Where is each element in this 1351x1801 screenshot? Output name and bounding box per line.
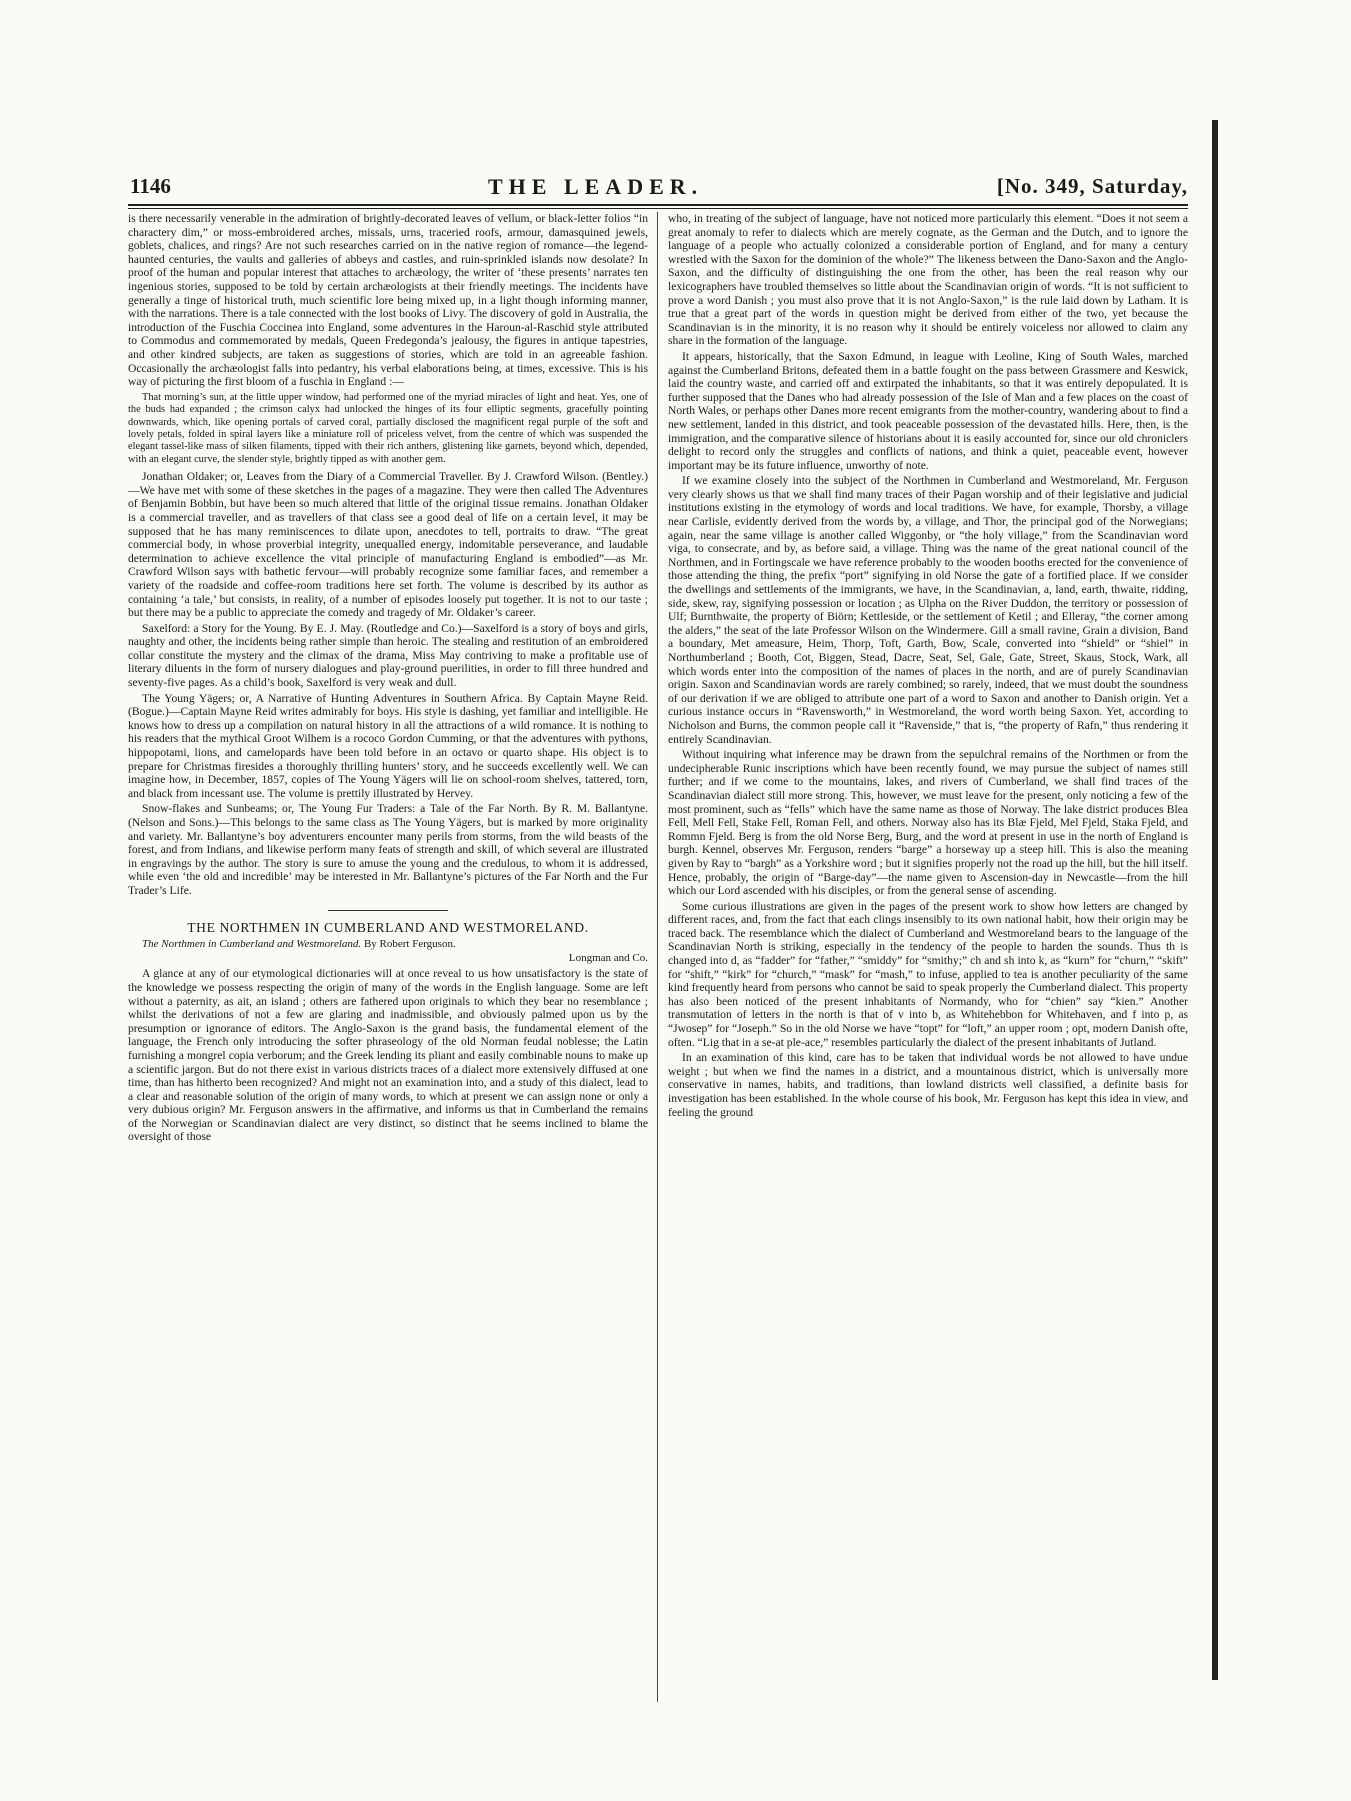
article-paragraph: In an examination of this kind, care has to be taken that individual words be not allowed to have undue weight ; but when we find the names in a district, and a mountainous district, which is universally more conservative in names, habits, and traditions, than lowland districts well classified, a definite basis for investigation has been established. In the whole course of his book, Mr. Ferguson has kept this idea in view, and feeling the ground xyxy=(668,1051,1188,1119)
issue-label: [No. 349, Saturday, xyxy=(996,174,1188,198)
article-paragraph: who, in treating of the subject of language, have not noticed more particularly this element. “Does it not seem a great anomaly to refer to dialects which are merely cognate, as the German and the Dutch, and to ignore the language of a people who actually colonized a considerable portion of England, and for many a century wrestled with the Saxon for the dominion of the whole?” The likeness between the Dano-Saxon and the Anglo-Saxon, and the difficulty of distinguishing the one from the other, has been the real reason why our lexicographers have troubled themselves so little about the Scandinavian origin of words. “It is not sufficient to prove a word Danish ; you must also prove that it is not Anglo-Saxon,” is the rule laid down by Latham. It is true that a great part of the words in question might be derived from either of the two, yet because the Scandinavian is in the minority, it is no reason why it should be entirely voiceless nor allowed to claim any share in the formation of the language. xyxy=(668,212,1188,348)
book-title: The Northmen in Cumberland and Westmoreland. xyxy=(142,938,362,951)
article-paragraph: If we examine closely into the subject of the Northmen in Cumberland and Westmoreland, Mr. Ferguson very clearly shows us that we shall find many traces of their Pagan worship and of their legislative and judicial institutions existing in the etymology of words and local traditions. We have, for example, Thorsby, a village near Carlisle, evidently derived from the words by, a village, and Thor, the principal god of the Norwegians; again, near the same village is another called Wiggonby, or “the holy village,” from the Scandinavian word viga, to consecrate, and by, as before said, a village. Thing was the name of the great national council of the Northmen, and in Fortingscale we have reference probably to the wooden booths erected for the convenience of those attending the thing, the prefix “port” signifying in old Norse the gate of a fortified place. If we consider the dwellings and settlements of the immigrants, we have, in the Scandinavian, a, land, earth, thwaite, ridding, side, skew, ray, signifying possession or location ; as Ulpha on the River Duddon, the territory or possession of Ulf; Burnthwaite, the property of Biörn; Kettleside, or the settlement of Ketil ; and Elleray, “the corner among the alders,” the seat of the late Professor Wilson on the Windermere. Gill a small ravine, Grain a division, Band a boundary, Met ameasure, Heim, Thorp, Toft, Garth, Bow, Scale, converted into “shield” or “shiel” in Northumberland ; Booth, Cot, Biggen, Stead, Dacre, Seat, Sel, Gale, Gate, Street, Skaus, Stock, Wark, all which words enter into the composition of the names of places in the north, and are of purely Scandinavian origin. Saxon and Scandinavian words are rarely combined; so rarely, indeed, that we must doubt the soundness of our derivation if we are obliged to attribute one part of a word to Saxon and another to Danish origin. Yet a curious instance occurs in “Ravensworth,” in Westmoreland, the word worth being Saxon. Yet, according to Nicholson and Burns, the common people call it “Ravenside,” that is, “the property of Rafn,” thus rendering it entirely Scandinavian. xyxy=(668,474,1188,746)
article-paragraph: Some curious illustrations are given in the pages of the present work to show how letters are changed by different races, and, from the fact that each clings insensibly to its own national habit, how their origin may be traced back. The resemblance which the dialect of Cumberland and Westmoreland bears to the language of the Scandinavian North is striking, especially in the tendency of the people to harden the sounds. Thus th is changed into d, as “fadder” for “father,” “smiddy” for “smithy;” ch and sh into k, as “kurn” for “churn,” “skift” for “shift,” “kirk” for “church,” “mask” for “mash,” to infuse, applied to tea is another peculiarity of the same kind frequently heard from persons who cannot be said to speak properly the Cumberland dialect. This property has also been noticed of the present inhabitants of Normandy, who for “chien” say “kien.” Another transmutation of letters in the north is that of v into b, as Whitehebbon for Whitehaven, and f into p, as “Jwosep” for “Joseph.” So in the old Norse we have “topt” for “loft,” an upper room ; opt, modern Danish ofte, often. “Lig that in a se-at ple-ace,” resembles particularly the dialect of the present inhabitants of Jutland. xyxy=(668,899,1188,1049)
publisher: Longman and Co. xyxy=(568,951,648,964)
right-column xyxy=(668,212,1188,1702)
book-reference xyxy=(128,938,648,952)
masthead-rule xyxy=(128,208,1188,209)
column-divider xyxy=(657,212,658,1702)
section-divider xyxy=(328,910,448,911)
block-quote: That morning’s sun, at the little upper window, had performed one of the myriad miracles of light and heat. Yes, one of the buds had expanded ; the crimson calyx had unlocked the hinges of its four elliptic segments, gracefully pointing downwards, which, like opening portals of carved coral, partially disclosed the magnificent regal purple of the soft and lovely petals, folded in spiral layers like a miniature roll of priceless velvet, from the centre of which was suspended the elegant tassel-like mass of silken filaments, tipped with their rich anthers, glistening like garnets, beyond which, depended, with an elegant curve, the slender style, brightly tipped as with another gem. xyxy=(128,391,648,465)
article-paragraph: is there necessarily venerable in the admiration of brightly-decorated leaves of vellum, or black-letter folios “in charactery dim,” or moss-embroidered arches, missals, urns, traceried roofs, armour, damasquined jewels, goblets, chalices, and rings? Are not such researches carried on in the native region of romance—the legend-haunted centuries, the vaults and galleries of abbeys and castles, and ruin-sprinkled islands now desolate? In proof of the human and popular interest that attaches to archæology, the writer of ‘these presents’ narrates ten ingenious stories, supposed to be told by certain archæologists at their friendly meetings. The incidents have generally a tinge of historical truth, much scientific lore being mixed up, in a light though informing manner, with the narrations. There is a tale connected with the lost books of Livy. The discovery of gold in Australia, the introduction of the Fuschia Coccinea into England, some adventures in the Haroun-al-Raschid style attributed to Commodus and commemorated by medals, Queen Fredegonda’s jealousy, the figures in antique tapestries, and other kindred subjects, are taken as suggestions of stories, which are told in an agreeable fashion. Occasionally the archæologist falls into pedantry, his verbal elaborations being, at times, excessive. This is his way of picturing the first bloom of a fuschia in England :— xyxy=(128,212,648,389)
section-title: THE NORTHMEN IN CUMBERLAND AND WESTMORELAND. xyxy=(187,919,589,935)
book-author: By Robert Ferguson. xyxy=(363,938,456,951)
page-number: 1146 xyxy=(130,174,171,198)
publication-title: THE LEADER. xyxy=(488,174,704,199)
review-paragraph: Snow-flakes and Sunbeams; or, The Young Fur Traders: a Tale of the Far North. By R. M. Ballantyne. (Nelson and Sons.)—This belongs to the same class as The Young Yägers, but is marked by more originality and variety. Mr. Ballantyne’s boy adventurers encounter many perils from storms, from the wild beasts of the forest, and from Indians, and likewise perform many feats of strength and skill, of which several are illustrated in engravings by the author. The story is sure to amuse the young and the credulous, to whom it is addressed, while even ‘the old and incredible’ may be interested in Mr. Ballantyne’s pictures of the Far North and the Fur Trader’s Life. xyxy=(128,802,648,897)
article-paragraph: A glance at any of our etymological dictionaries will at once reveal to us how unsatisfactory is the state of the knowledge we possess respecting the origin of many of the words in the English language. Some are left without a paternity, as ait, an island ; others are fathered upon originals to which they bear no resemblance ; whilst the derivations of not a few are glaring and inadmissible, and obviously palmed upon us by the presumption or ignorance of editors. The Anglo-Saxon is the grand basis, the fundamental element of the language, the French only introducing the softer phraseology of the old Norman feudal noblesse; the Latin furnishing a mongrel copia verborum; and the Greek lending its pliant and easily combinable nouns to make up a scientific jargon. But do not there exist in various districts traces of a dialect more extensively diffused at one time, than has hitherto been recognized? And might not an examination into, and a study of this dialect, lead to a clear and reasonable solution of the origin of many words, to which at present we can assign none or only a very dubious origin? Mr. Ferguson answers in the affirmative, and informs us that in Cumberland the remains of the Norwegian or Scandinavian dialect are very distinct, so distinct that he seems inclined to blame the oversight of those xyxy=(128,967,648,1144)
masthead xyxy=(128,174,1188,206)
article-paragraph: It appears, historically, that the Saxon Edmund, in league with Leoline, King of South Wales, marched against the Cumberland Britons, defeated them in a battle fought on the pass between Grassmere and Keswick, laid the country waste, and carried off and extirpated the inhabitants, so that it was entirely depopulated. It is further supposed that the Danes who had already possession of the Isle of Man and a few places on the coast of North Wales, or perhaps other Danes more recent emigrants from the mother-country, wandering about to find a new settlement, landed in this district, and took peaceable possession of the devastated hills. Here, then, is the immigration, and the comparative silence of historians about it is easily accounted for, since our old chroniclers delight to record only the struggles and conflicts of nations, and think a quiet, peaceable event, however important may be its future influence, unworthy of note. xyxy=(668,349,1188,472)
review-paragraph: Saxelford: a Story for the Young. By E. J. May. (Routledge and Co.)—Saxelford is a story of boys and girls, naughty and other, the incidents being rather simple than heroic. The stealing and restitution of an embroidered collar constitute the mystery and the climax of the drama, Miss May contriving to make a profitable use of literary diluents in the form of nursery dialogues and play-ground puerilities, in order to fill three hundred and seventy-five pages. As a child’s book, Saxelford is very weak and dull. xyxy=(128,621,648,690)
page-edge-rule xyxy=(1212,120,1218,1680)
review-paragraph: The Young Yägers; or, A Narrative of Hunting Adventures in Southern Africa. By Captain Mayne Reid. (Bogue.)—Captain Mayne Reid writes admirably for boys. His style is dashing, yet familiar and intelligible. He knows how to dress up a compilation on natural history in all the attractions of a wild romance. It is nothing to his readers that the mythical Groot Wilhem is a rococo Gordon Cumming, or that the adventures with pythons, hippopotami, lions, and camelopards have been told before in an octavo or quarto shape. His object is to prepare for Christmas firesides a thoroughly thrilling hunters’ story, and he succeeds excellently well. We can imagine how, in December, 1857, copies of The Young Yägers will lie on school-room shelves, tattered, torn, and black from incessant use. The volume is prettily illustrated by Hervey. xyxy=(128,691,648,800)
review-paragraph: Jonathan Oldaker; or, Leaves from the Diary of a Commercial Traveller. By J. Crawford Wilson. (Bentley.)—We have met with some of these sketches in the pages of a magazine. They were then called The Adventures of Benjamin Bobbin, but have been so much altered that little of the original tissue remains. Jonathan Oldaker is a commercial traveller, and as travellers of that class see a good deal of life on a certain level, it may be supposed that he has many reminiscences to dilate upon, anecdotes to tell, portraits to draw. “The great commercial body, in whose proverbial integrity, unequalled energy, indomitable perseverance, and laudable determination to achieve excellence the vital principle of manufacturing England is embodied”—as Mr. Crawford Wilson says with bathetic fervour—will probably recognize some familiar faces, and remember a variety of the roadside and coffee-room traditions here set forth. The volume is described by its author as containing ‘a tale,’ but consists, in reality, of a number of episodes loosely put together. It is not to our taste ; but there may be a public to appreciate the comedy and tragedy of Mr. Oldaker’s career. xyxy=(128,470,648,620)
newspaper-page xyxy=(128,174,1188,1702)
article-paragraph: Without inquiring what inference may be drawn from the sepulchral remains of the Northmen or from the undecipherable Runic inscriptions which have been recently found, we may pursue the subject of names still further; and if we come to the mountains, lakes, and rivers of Cumberland, we shall find traces of the Scandinavian dialect still more strong. This, however, we must leave for the present, only noticing a few of the most prominent, such as “fells” which have the same name as those of Norway. The lake district produces Blea Fell, Mell Fell, Stake Fell, Roman Fell, and others. Norway also has its Blæ Fjeld, Mel Fjeld, Staka Fjeld, and Rommn Fjeld. Berg is from the old Norse Berg, Burg, and the word at present in use in the north of England is burgh. Kennel, observes Mr. Ferguson, renders “barge” a horseway up a steep hill. This is also the meaning given by Ray to “bargh” as a Yorkshire word ; but it signifies properly not the road up the hill, but the hill itself. Hence, probably, the origin of “Barge-day”—the name given to Ascension-day in Newcastle—from the hill which our Lord ascended with his disciples, or from the general sense of ascending. xyxy=(668,748,1188,898)
left-column xyxy=(128,212,648,1702)
